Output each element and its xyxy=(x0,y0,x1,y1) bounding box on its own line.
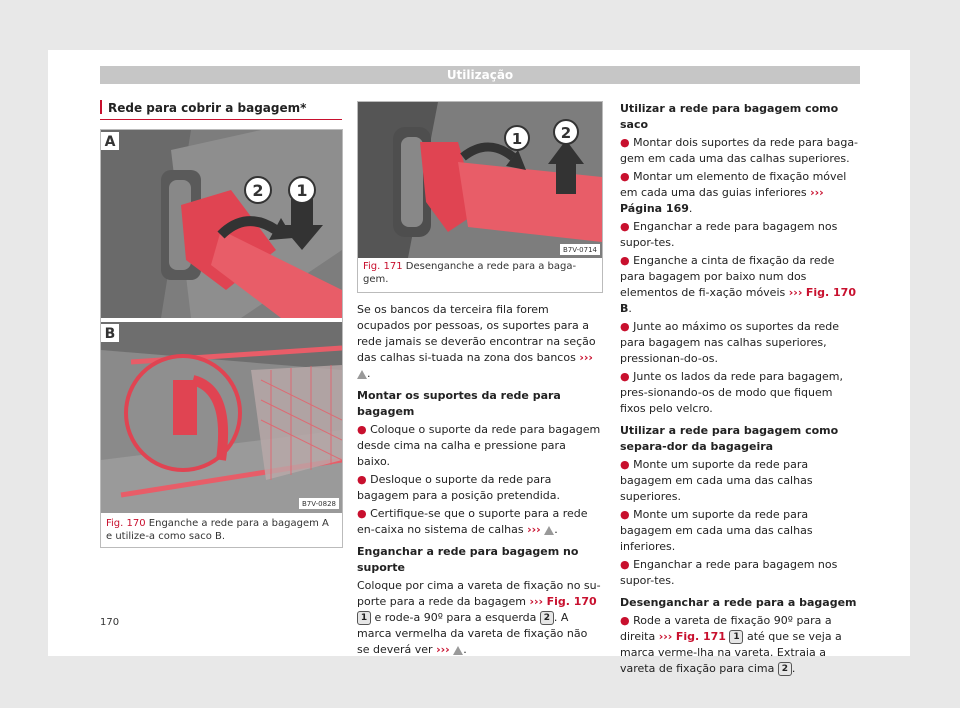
list-item: ● Coloque o suporte da rede para bagagem desde cima na calha e pressione para baixo. xyxy=(357,423,601,468)
heading-hook-net: Enganchar a rede para bagagem no suporte xyxy=(357,545,579,574)
fig171-link[interactable]: Fig. 171 xyxy=(675,630,726,643)
see-arrow: ››› xyxy=(527,523,541,536)
warning-icon[interactable] xyxy=(544,526,554,535)
figure-171 xyxy=(357,101,603,293)
fig170-panel-a: A xyxy=(104,134,116,150)
list-item: ● Montar dois suportes da rede para baga-gem em cada uma das calhas superiores. xyxy=(620,136,859,165)
list-item: ● Desloque o suporte da rede para bagagem para a posição pretendida. xyxy=(357,473,560,502)
fig171-arrow1-label: 1 xyxy=(511,130,523,148)
title-rule xyxy=(100,119,342,120)
figure-171-image xyxy=(358,102,602,258)
page-169-link[interactable]: Página 169 xyxy=(620,202,689,215)
fig170-link[interactable]: Fig. 170 xyxy=(546,595,597,608)
fig170-arrow1-label: 1 xyxy=(296,181,308,200)
fig171-code: B7V-0714 xyxy=(563,246,597,254)
callout-2: 2 xyxy=(540,611,554,625)
list-item: ● Montar um elemento de fixação móvel em cada uma das guias inferiores ››› Página 169. xyxy=(620,170,847,215)
fig171-caption xyxy=(363,260,597,286)
list-item: ● Certifique-se que o suporte para a rede en-caixa no sistema de calhas ››› . xyxy=(357,507,588,536)
fig171-caption-text: Desenganche a rede para a baga-gem. xyxy=(363,261,577,285)
fig170-caption xyxy=(106,517,338,543)
list-item: ● Junte ao máximo os suportes da rede para bagagem nas calhas superiores, pressionan-do-os. xyxy=(620,320,840,365)
heading-use-as-bag: Utilizar a rede para bagagem como saco xyxy=(620,102,839,131)
list-item: ● Rode a vareta de fixação 90º para a direita ››› Fig. 171 1 até que se veja a marca verme-lha na vareta. Extraia a vareta de fixação para cima 2 . xyxy=(620,614,842,675)
fig170-arrow2-label: 2 xyxy=(252,181,264,200)
callout-1: 1 xyxy=(357,611,371,625)
heading-unhook-net: Desenganchar a rede para a bagagem xyxy=(620,596,857,609)
list-item: ● Monte um suporte da rede para bagagem em cada uma das calhas inferiores. xyxy=(620,508,813,553)
column-3-text xyxy=(620,101,860,679)
list-item: ● Enganchar a rede para bagagem nos supor-tes. xyxy=(620,220,838,249)
section-header: Utilização xyxy=(100,66,860,84)
list-item: ● Junte os lados da rede para bagagem, pres-sionando-os de modo que fiquem fixos pelo velcro. xyxy=(620,370,843,415)
fig171-arrow2-label: 2 xyxy=(560,124,572,142)
page-number: 170 xyxy=(100,617,120,628)
figure-170 xyxy=(100,129,343,548)
hook-paragraph: Coloque por cima a vareta de fixação no su-porte para a rede da bagagem ››› Fig. 170 1 e rode-a 90º para a esquerda 2 . A marca vermelha da vareta de fixação não se deverá ver ››› . xyxy=(357,579,601,656)
warning-icon[interactable] xyxy=(357,370,367,379)
column-2-text xyxy=(357,302,601,664)
list-item: ● Monte um suporte da rede para bagagem em cada uma das calhas superiores. xyxy=(620,458,813,503)
heading-mount-supports: Montar os suportes da rede para bagagem xyxy=(357,389,561,418)
fig171-caption-label: Fig. 171 xyxy=(363,261,403,272)
figure-170-image xyxy=(101,130,342,513)
heading-use-as-divider: Utilizar a rede para bagagem como separa-dor da bagageira xyxy=(620,424,839,453)
warning-paragraph: Se os bancos da terceira fila forem ocupados por pessoas, os suportes para a rede jamais se deverão encontrar na seção das calhas si-tuada na zona dos bancos ››› . xyxy=(357,303,596,380)
fig170-caption-label: Fig. 170 xyxy=(106,518,146,529)
fig170-caption-text: Enganche a rede para a bagagem A e utilize-a como saco B. xyxy=(106,518,329,542)
page-title: Rede para cobrir a bagagem* xyxy=(108,101,307,115)
callout-1: 1 xyxy=(729,630,743,644)
see-arrow: ››› xyxy=(529,595,544,608)
warning-icon[interactable] xyxy=(453,646,463,655)
list-item: ● Enganchar a rede para bagagem nos supor-tes. xyxy=(620,558,838,587)
see-arrow: ››› xyxy=(579,351,593,364)
see-arrow: ››› xyxy=(436,643,450,656)
callout-2: 2 xyxy=(778,662,792,676)
fig170-panel-b: B xyxy=(104,326,116,342)
fig170-link[interactable]: Fig. 170 xyxy=(805,286,856,299)
list-item: ● Enganche a cinta de fixação da rede para bagagem por baixo num dos elementos de fi-xação móveis ››› Fig. 170 B. xyxy=(620,254,856,315)
fig170-code: B7V-0828 xyxy=(302,500,336,508)
